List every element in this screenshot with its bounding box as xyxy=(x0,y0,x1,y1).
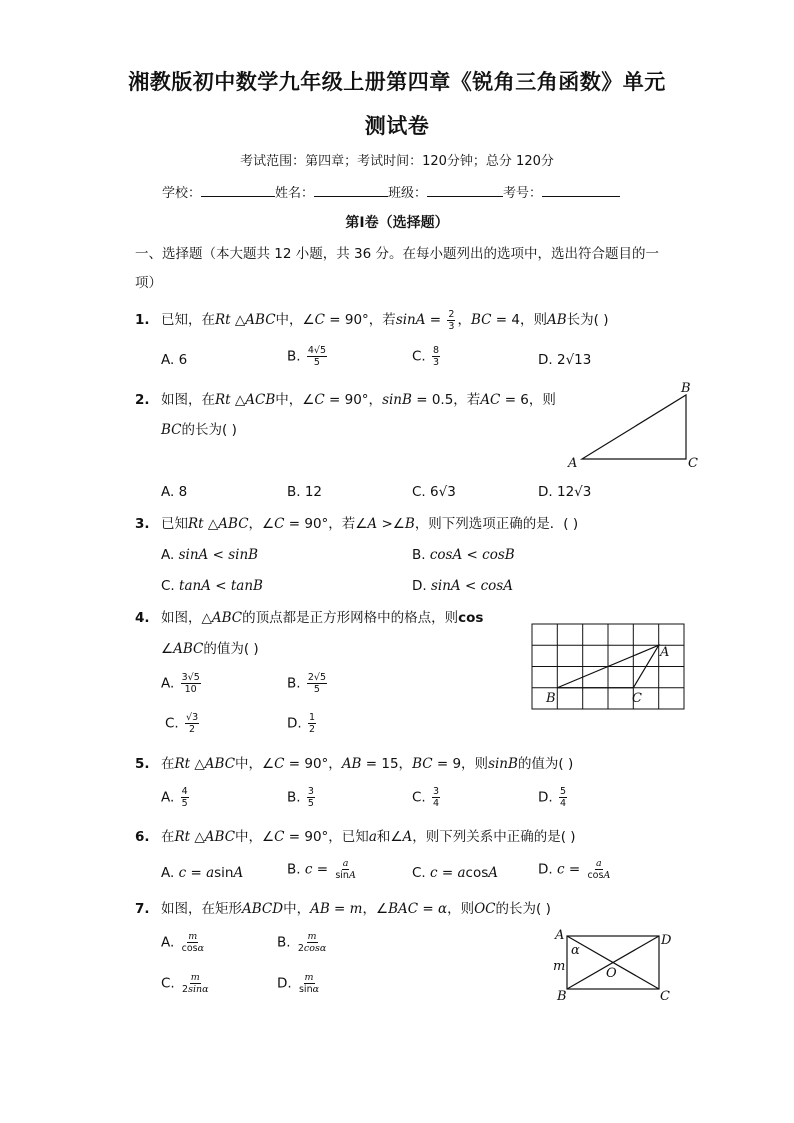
fig7-label-b: B xyxy=(557,989,567,1004)
number-blank[interactable] xyxy=(542,182,620,197)
option-d[interactable]: D. 2√13 xyxy=(538,352,592,368)
option-d[interactable]: D. 12√3 xyxy=(538,484,592,500)
fig4-label-c: C xyxy=(632,691,642,706)
fig2-label-a: A xyxy=(568,456,578,471)
school-blank[interactable] xyxy=(201,182,275,197)
question-number: 2. xyxy=(135,392,150,408)
section-intro-2: 项） xyxy=(135,275,162,291)
option-c[interactable]: C. $\frac{8}{3}$ xyxy=(412,345,440,368)
fig4-label-b: B xyxy=(546,691,556,706)
option-a[interactable]: A. c = asinA xyxy=(161,865,244,881)
question-5-text: 在Rt △ABC中，∠C = 90°，AB = 15，BC = 9，则sinB的值为( ) xyxy=(161,756,574,772)
question-2-text-line2: BC的长为( ) xyxy=(161,422,237,438)
option-b[interactable]: B. $\frac{4√5}{5}$ xyxy=(287,345,327,368)
number-label: 考号： xyxy=(503,186,543,201)
option-a[interactable]: A. sinA < sinB xyxy=(161,547,259,563)
option-d[interactable]: D. $\frac{5}{4}$ xyxy=(538,786,567,809)
page-title-line2: 测试卷 xyxy=(364,114,430,138)
fig7-label-m: m xyxy=(553,959,566,974)
question-4-text-line2: ∠ABC的值为( ) xyxy=(161,641,259,657)
exam-info: 考试范围：第四章；考试时间：120分钟；总分 120分 xyxy=(240,154,554,169)
option-a[interactable]: A. $\frac{m}{\cos\alpha}$ xyxy=(161,931,205,954)
fig7-label-alpha: α xyxy=(571,943,580,958)
option-b[interactable]: B. 12 xyxy=(287,484,323,500)
option-b[interactable]: B. $\frac{m}{2\cos\alpha}$ xyxy=(277,931,327,954)
question-3-text: 已知Rt △ABC，∠C = 90°，若∠A >∠B，则下列选项正确的是．( ) xyxy=(161,516,579,532)
question-7-text: 如图，在矩形ABCD中，AB = m，∠BAC = α，则OC的长为( ) xyxy=(161,901,551,917)
fig7-label-c: C xyxy=(660,989,670,1004)
question-4-text: 如图，△ABC的顶点都是正方形网格中的格点，则cos xyxy=(161,610,484,626)
option-b[interactable]: B. cosA < cosB xyxy=(412,547,515,563)
option-a[interactable]: A. 8 xyxy=(161,484,188,500)
option-a[interactable]: A. $\frac{4}{5}$ xyxy=(161,786,188,809)
question-number: 4. xyxy=(135,610,150,626)
name-label: 姓名： xyxy=(275,186,315,201)
option-b[interactable]: B. $\frac{3}{5}$ xyxy=(287,786,314,809)
question-1-text: 已知，在Rt △ABC中，∠C = 90°，若sinA = $\frac{2}{3}$ ，BC = 4，则AB长为( ) xyxy=(161,308,609,332)
option-d[interactable]: D. sinA < cosA xyxy=(412,578,513,594)
option-b[interactable]: B. $\frac{2√5}{5}$ xyxy=(287,672,327,695)
section-intro: 一、选择题（本大题共 12 小题，共 36 分。在每小题列出的选项中，选出符合题目的一 xyxy=(135,246,660,262)
question-number: 1. xyxy=(135,312,150,328)
figure-q4-grid xyxy=(528,620,688,715)
option-c[interactable]: C. $\frac{3}{4}$ xyxy=(412,786,440,809)
info-fields xyxy=(162,182,620,201)
question-number: 3. xyxy=(135,516,150,532)
fig7-label-a: A xyxy=(555,928,565,943)
option-c[interactable]: C. c = acosA xyxy=(412,865,499,881)
option-d[interactable]: D. c = $\frac{a}{\cos A}$ xyxy=(538,858,611,881)
class-blank[interactable] xyxy=(427,182,503,197)
name-blank[interactable] xyxy=(314,182,388,197)
option-c[interactable]: C. tanA < tanB xyxy=(161,578,263,594)
volume-title: 第I卷（选择题） xyxy=(345,215,449,231)
fig2-label-b: B xyxy=(681,381,691,396)
option-c[interactable]: C. $\frac{√3}{2}$ xyxy=(165,712,199,735)
fig7-label-d: D xyxy=(661,933,672,948)
option-c[interactable]: C. 6√3 xyxy=(412,484,456,500)
page-title: 湘教版初中数学九年级上册第四章《锐角三角函数》单元 xyxy=(128,70,666,94)
option-d[interactable]: D. $\frac{1}{2}$ xyxy=(287,712,316,735)
option-a[interactable]: A. $\frac{3√5}{10}$ xyxy=(161,672,200,695)
question-number: 5. xyxy=(135,756,150,772)
figure-q2-triangle xyxy=(560,378,710,473)
option-c[interactable]: C. $\frac{m}{2\sin\alpha}$ xyxy=(161,972,209,995)
question-2-text: 如图，在Rt △ACB中，∠C = 90°，sinB = 0.5，若AC = 6，则 xyxy=(161,392,556,408)
figure-q7-rectangle xyxy=(548,925,678,1007)
question-number: 6. xyxy=(135,829,150,845)
question-number: 7. xyxy=(135,901,150,917)
fig7-label-o: O xyxy=(606,966,617,981)
option-b[interactable]: B. c = $\frac{a}{\sin A}$ xyxy=(287,858,356,881)
question-6-text: 在Rt △ABC中，∠C = 90°，已知a和∠A，则下列关系中正确的是( ) xyxy=(161,829,576,845)
school-label: 学校： xyxy=(162,186,202,201)
fig2-label-c: C xyxy=(688,456,698,471)
option-a[interactable]: A. 6 xyxy=(161,352,188,368)
fig4-label-a: A xyxy=(660,645,670,660)
class-label: 班级： xyxy=(388,186,428,201)
option-d[interactable]: D. $\frac{m}{\sin\alpha}$ xyxy=(277,972,320,995)
